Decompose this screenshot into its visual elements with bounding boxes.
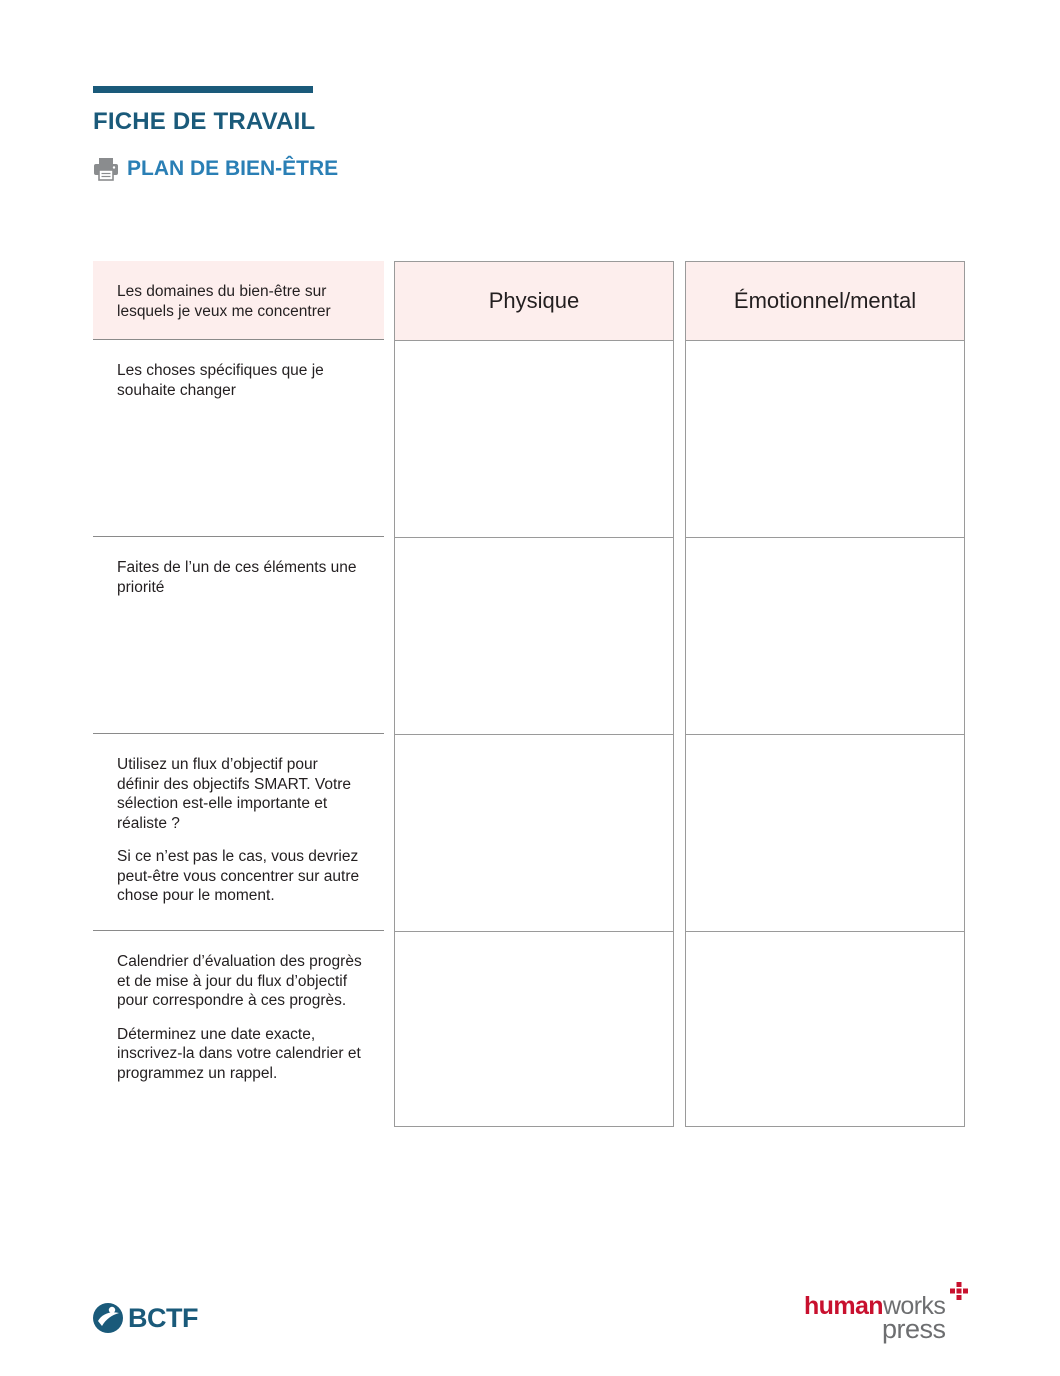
subtitle-row [93,155,338,183]
column-emotional [685,261,965,1127]
row-label-text: Les domaines du bien-être sur lesquels je veux me concentrer [117,283,331,320]
humanworks-mark-icon [950,1282,968,1300]
logo-word-human: human [804,1292,883,1320]
cell-divider [395,537,673,538]
row-label-text: Utilisez un flux d’objectif pour définir des objectifs SMART. Votre sélection est-elle importante et réaliste ? [117,756,352,832]
row-label-text: Déterminez une date exacte, inscrivez-la dans votre calendrier et programmez un rappel. [117,1025,361,1082]
page-subtitle: PLAN DE BIEN-ÊTRE [127,157,339,180]
row-label-changes [93,340,384,536]
cell-divider [686,931,964,932]
cell-divider [686,340,964,341]
row-label-schedule [93,931,384,1127]
row-label-text: Les choses spécifiques que je souhaite changer [117,362,324,399]
logo-word-works: works [882,1292,946,1320]
row-label-text: Si ce n’est pas le cas, vous devriez peut-être vous concentrer sur autre chose pour le moment. [117,848,360,904]
logo-word-press: press [882,1314,946,1344]
humanworks-press-logo [804,1282,969,1348]
bctf-emblem-icon [92,1301,124,1335]
cell-divider [686,734,964,735]
row-label-text: Faites de l’un de ces éléments une priorité [117,559,357,596]
row-label-text: Calendrier d’évaluation des progrès et de mise à jour du flux d’objectif pour correspondre à ces progrès. [117,953,362,1009]
row-label-priority [93,537,384,733]
printer-icon[interactable] [93,157,119,181]
row-label-domains [93,261,384,339]
column-header-emotional: Émotionnel/mental [686,262,964,340]
row-label-smart-goals [93,734,384,930]
page-title: FICHE DE TRAVAIL [93,108,316,135]
column-physique [394,261,674,1127]
cell-divider [395,931,673,932]
column-header-physique: Physique [395,262,673,340]
bctf-logo [92,1301,198,1335]
header-accent-bar [93,86,313,93]
bctf-logo-text: BCTF [128,1302,198,1333]
cell-divider [686,537,964,538]
cell-divider [395,734,673,735]
cell-divider [395,340,673,341]
